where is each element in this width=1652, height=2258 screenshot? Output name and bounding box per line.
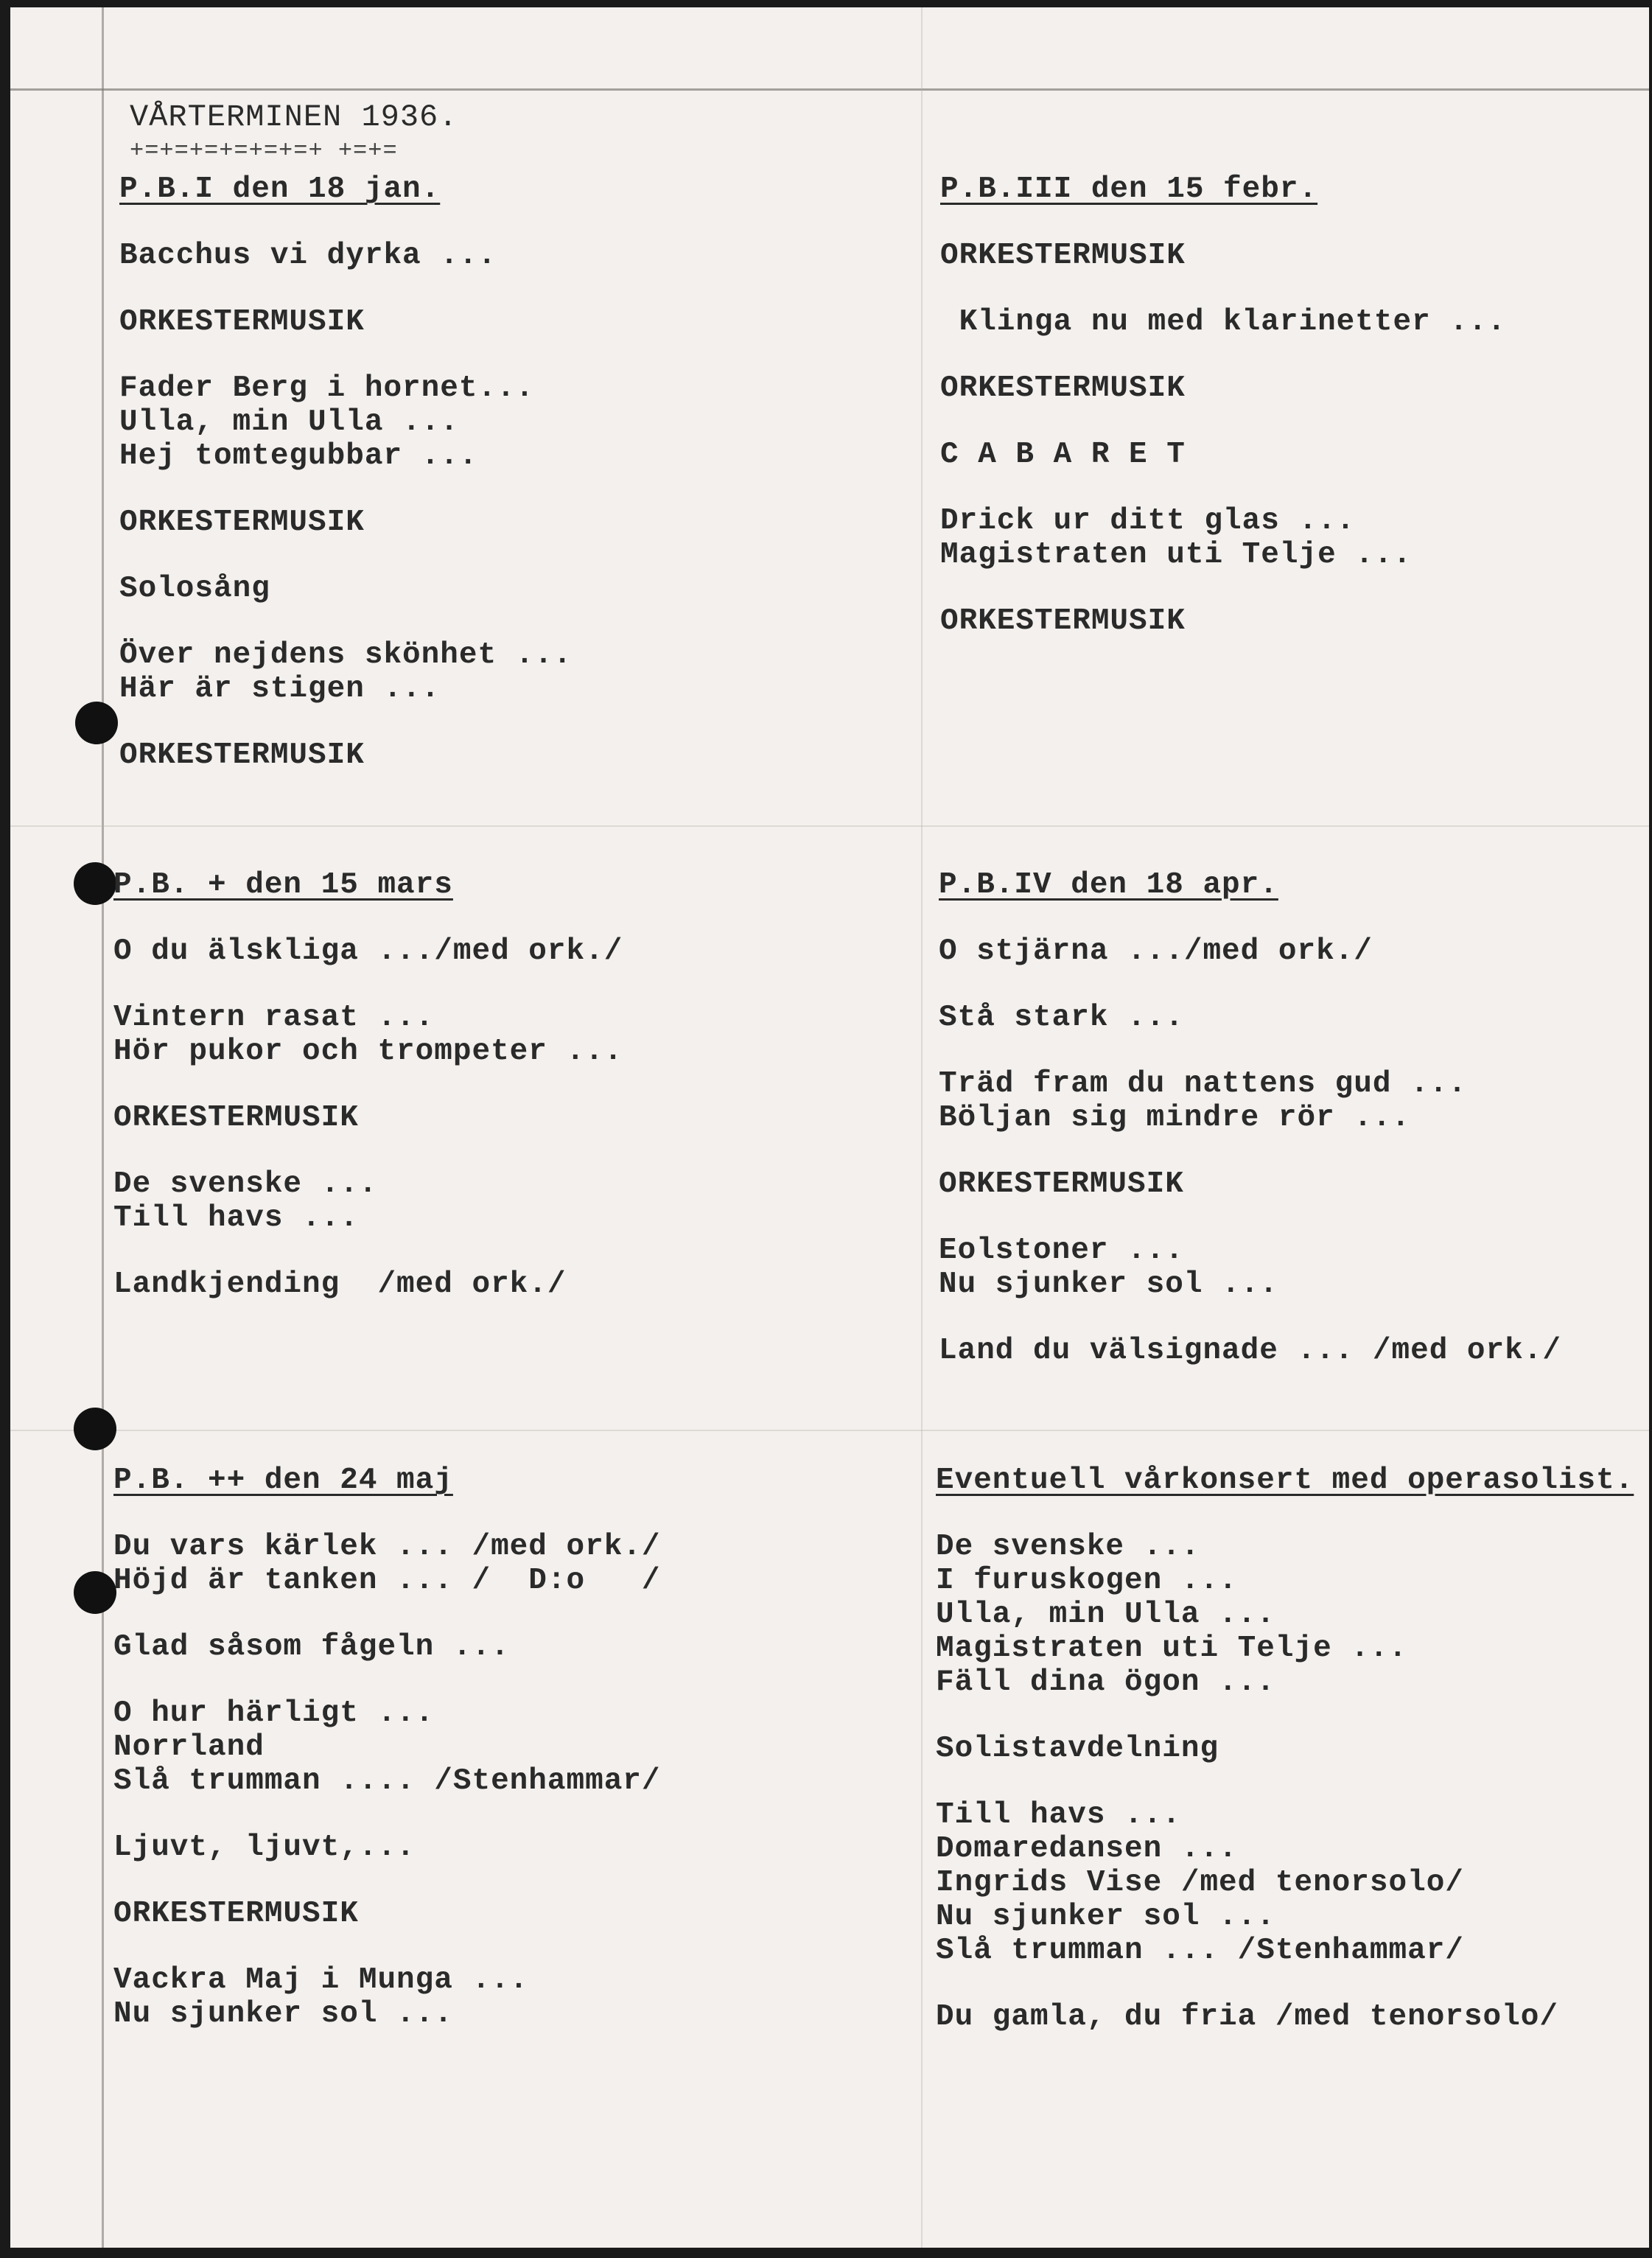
- program-item: Norrland: [113, 1730, 265, 1764]
- program-item: Nu sjunker sol ...: [936, 1900, 1275, 1934]
- program-item: ORKESTERMUSIK: [940, 239, 1186, 273]
- program-item: Drick ur ditt glas ...: [940, 504, 1356, 538]
- fold-line-horizontal-2: [10, 1430, 1649, 1431]
- item-spacer: [940, 339, 1506, 371]
- punch-hole: [74, 1408, 116, 1450]
- fold-line-horizontal-1: [10, 825, 1649, 827]
- program-item: Bacchus vi dyrka ...: [119, 239, 497, 273]
- program-item: ORKESTERMUSIK: [113, 1101, 359, 1135]
- item-spacer: [939, 1035, 1561, 1067]
- item-spacer: [113, 1235, 623, 1268]
- item-spacer: [113, 1598, 661, 1630]
- program-item: Ljuvt, ljuvt,...: [113, 1831, 416, 1864]
- item-spacer: [940, 472, 1506, 504]
- program-item: Till havs ...: [113, 1201, 359, 1235]
- program-item: O stjärna .../med ork./: [939, 934, 1373, 968]
- item-spacer: [940, 206, 1506, 239]
- program-item: Nu sjunker sol ...: [939, 1268, 1278, 1301]
- item-spacer: [939, 1135, 1561, 1167]
- item-spacer: [113, 1664, 661, 1696]
- section: [113, 868, 623, 1301]
- item-spacer: [940, 405, 1506, 438]
- item-spacer: [119, 273, 573, 305]
- section-heading: P.B.III den 15 febr.: [940, 172, 1318, 206]
- program-item: Domaredansen ...: [936, 1832, 1238, 1866]
- document-title: VÅRTERMINEN 1936.: [130, 99, 458, 135]
- program-item: ORKESTERMUSIK: [119, 506, 365, 539]
- item-spacer: [936, 1968, 1634, 2000]
- program-item: Magistraten uti Telje ...: [936, 1632, 1408, 1665]
- program-item: Ulla, min Ulla ...: [936, 1598, 1275, 1632]
- section-heading: P.B. ++ den 24 maj: [113, 1464, 453, 1497]
- item-spacer: [113, 968, 623, 1001]
- item-spacer: [119, 539, 573, 572]
- item-spacer: [119, 473, 573, 506]
- program-item: Här är stigen ...: [119, 672, 441, 706]
- item-spacer: [940, 273, 1506, 305]
- item-spacer: [119, 206, 573, 239]
- item-spacer: [940, 572, 1506, 604]
- program-item: Slå trumman .... /Stenhammar/: [113, 1764, 661, 1798]
- program-item: Träd fram du nattens gud ...: [939, 1067, 1467, 1101]
- program-item: O hur härligt ...: [113, 1696, 435, 1730]
- item-spacer: [936, 1497, 1634, 1530]
- program-item: Ulla, min Ulla ...: [119, 405, 459, 439]
- punch-hole: [75, 702, 118, 744]
- program-item: Glad såsom fågeln ...: [113, 1630, 510, 1664]
- section: [940, 172, 1506, 638]
- fold-line-vertical: [921, 7, 923, 2248]
- item-spacer: [939, 968, 1561, 1001]
- program-item: Landkjending /med ork./: [113, 1268, 567, 1301]
- section: [113, 1464, 661, 2031]
- item-spacer: [119, 606, 573, 638]
- program-item: Eolstoner ...: [939, 1234, 1184, 1268]
- program-item: Solosång: [119, 572, 270, 606]
- program-item: Du vars kärlek ... /med ork./: [113, 1530, 661, 1564]
- item-spacer: [113, 1135, 623, 1167]
- program-item: ORKESTERMUSIK: [940, 371, 1186, 405]
- item-spacer: [113, 902, 623, 934]
- program-item: I furuskogen ...: [936, 1564, 1238, 1598]
- section-heading: P.B.I den 18 jan.: [119, 172, 441, 206]
- program-item: ORKESTERMUSIK: [939, 1167, 1184, 1201]
- item-spacer: [939, 1301, 1561, 1334]
- section: [939, 868, 1561, 1368]
- program-item: Solistavdelning: [936, 1732, 1219, 1766]
- item-spacer: [119, 706, 573, 738]
- punch-hole: [74, 1571, 116, 1614]
- program-item: ORKESTERMUSIK: [940, 604, 1186, 638]
- program-item: ORKESTERMUSIK: [113, 1897, 359, 1931]
- item-spacer: [936, 1699, 1634, 1732]
- item-spacer: [113, 1798, 661, 1831]
- program-item: Vackra Maj i Munga ...: [113, 1963, 529, 1997]
- item-spacer: [939, 902, 1561, 934]
- program-item: Böljan sig mindre rör ...: [939, 1101, 1411, 1135]
- program-item: C A B A R E T: [940, 438, 1186, 472]
- program-item: ORKESTERMUSIK: [119, 738, 365, 772]
- program-item: ORKESTERMUSIK: [119, 305, 365, 339]
- program-item: Fader Berg i hornet...: [119, 371, 535, 405]
- section: [119, 172, 573, 772]
- program-item: Fäll dina ögon ...: [936, 1665, 1275, 1699]
- program-item: Vintern rasat ...: [113, 1001, 435, 1035]
- program-item: Till havs ...: [936, 1798, 1181, 1832]
- item-spacer: [119, 339, 573, 371]
- program-item: Klinga nu med klarinetter ...: [940, 305, 1507, 339]
- program-item: Nu sjunker sol ...: [113, 1997, 453, 2031]
- item-spacer: [113, 1069, 623, 1101]
- program-item: Du gamla, du fria /med tenorsolo/: [936, 2000, 1558, 2034]
- program-item: De svenske ...: [113, 1167, 378, 1201]
- program-item: Hör pukor och trompeter ...: [113, 1035, 623, 1069]
- section: [936, 1464, 1634, 2034]
- program-item: Slå trumman ... /Stenhammar/: [936, 1934, 1464, 1968]
- program-item: Magistraten uti Telje ...: [940, 538, 1413, 572]
- item-spacer: [113, 1864, 661, 1897]
- section-heading: P.B. + den 15 mars: [113, 868, 453, 902]
- program-item: De svenske ...: [936, 1530, 1200, 1564]
- section-heading: Eventuell vårkonsert med operasolist.: [936, 1464, 1634, 1497]
- section-heading: P.B.IV den 18 apr.: [939, 868, 1278, 902]
- program-item: Stå stark ...: [939, 1001, 1184, 1035]
- title-ornament: +=+=+=+=+=+=+ +=+=: [130, 137, 398, 164]
- program-item: Ingrids Vise /med tenorsolo/: [936, 1866, 1464, 1900]
- program-item: Hej tomtegubbar ...: [119, 439, 478, 473]
- document-page: [10, 7, 1649, 2248]
- item-spacer: [939, 1201, 1561, 1234]
- program-item: Land du välsignade ... /med ork./: [939, 1334, 1561, 1368]
- program-item: Höjd är tanken ... / D:o /: [113, 1564, 661, 1598]
- item-spacer: [113, 1497, 661, 1530]
- top-rule: [10, 88, 1649, 91]
- margin-line: [102, 7, 104, 2248]
- program-item: Över nejdens skönhet ...: [119, 638, 573, 672]
- item-spacer: [936, 1766, 1634, 1798]
- program-item: O du älskliga .../med ork./: [113, 934, 623, 968]
- punch-hole: [74, 862, 116, 905]
- item-spacer: [113, 1931, 661, 1963]
